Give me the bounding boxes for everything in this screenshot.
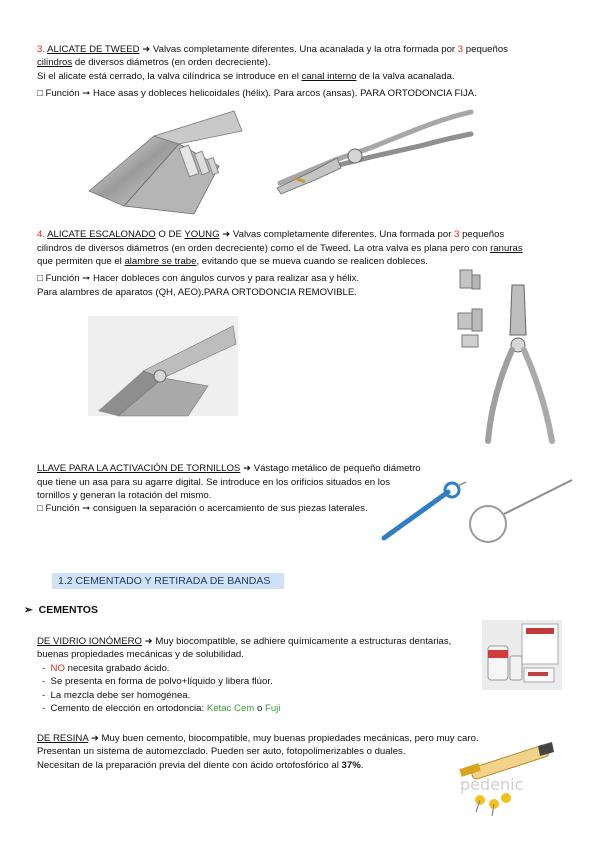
- vidrio-line2: buenas propiedades mecánicas y de solubilidad.: [37, 649, 244, 660]
- s4-line1: 4. ALICATE ESCALONADO O DE YOUNG ➜ Valvas completamente diferentes. Una formada por 3 pequeños: [37, 229, 505, 240]
- llave-line2: que tiene un asa para su agarre digital. Se introduce en los orificios situados en los: [37, 477, 391, 488]
- vidrio-title: DE VIDRIO IONÓMERO: [37, 636, 143, 647]
- s3-title: ALICATE DE TWEED: [47, 44, 140, 55]
- list-item: - Cemento de elección en ortodoncia: Ketac Cem o Fuji: [42, 703, 281, 714]
- s4-number: 4.: [37, 229, 46, 240]
- s3-line2: cilindros de diversos diámetros (en orden decreciente).: [37, 57, 271, 68]
- young-plier-closeup-image: [88, 316, 238, 416]
- list-item: - NO necesita grabado ácido.: [42, 663, 170, 674]
- llave-line3: tornillos y generan la rotación del mismo.: [37, 490, 212, 501]
- llave-title: LLAVE PARA LA ACTIVACIÓN DE TORNILLOS: [37, 463, 241, 474]
- arrow-bullet-icon: ➢: [24, 604, 33, 616]
- resin-syringe-image: [440, 742, 570, 817]
- s4-line2: cilindros de diversos diámetros (en orden decreciente) como el de Tweed. La otra valva es plana pero con ranuras: [37, 243, 523, 254]
- tweed-plier-full-image: [275, 108, 475, 198]
- s4-title: ALICATE ESCALONADO: [47, 229, 156, 240]
- s3-number: 3.: [37, 44, 46, 55]
- list-item: - La mezcla debe ser homogénea.: [42, 690, 191, 701]
- section-title: 1.2 CEMENTADO Y RETIRADA DE BANDAS: [58, 575, 271, 587]
- llave-function: □ Función ➞ consiguen la separación o acercamiento de sus piezas laterales.: [37, 503, 368, 514]
- llave-line1: LLAVE PARA LA ACTIVACIÓN DE TORNILLOS ➜ Vástago metálico de pequeño diámetro: [37, 463, 421, 474]
- young-plier-full-image: [452, 265, 562, 447]
- cementos-heading: ➢ CEMENTOS: [24, 604, 98, 616]
- watermark-text: pedenic: [460, 775, 524, 794]
- s4-use: Para alambres de aparatos (QH, AEO).PARA ORTODONCIA REMOVIBLE.: [37, 287, 357, 298]
- resina-title: DE RESINA: [37, 733, 89, 744]
- resina-line1: DE RESINA ➜ Muy buen cemento, biocompatible, muy buenas propiedades mecánicas, pero muy caro.: [37, 733, 479, 744]
- vidrio-line1: DE VIDRIO IONÓMERO ➜ Muy biocompatible, se adhiere químicamente a estructuras dentarias,: [37, 636, 452, 647]
- tweed-plier-closeup-image: [84, 106, 244, 216]
- wire-key-image: [466, 476, 576, 551]
- s4-function: □ Función ➞ Hacer dobleces con ángulos curvos y para realizar asa y hélix.: [37, 273, 360, 284]
- s3-line3: Si el alicate está cerrado, la valva cilíndrica se introduce en el canal interno de la valva acanalada.: [37, 71, 455, 82]
- blue-key-image: [378, 478, 468, 546]
- list-item: - Se presenta en forma de polvo+líquido y libera flúor.: [42, 676, 273, 687]
- resina-line3: Necesitan de la preparación previa del diente con ácido ortofosfórico al 37%.: [37, 760, 364, 771]
- s4-line3: que permiten que el alambre se trabe, evitando que se mueva cuando se realicen dobleces.: [37, 256, 428, 267]
- section-header-band: [52, 573, 284, 589]
- glass-ionomer-kit-image: [482, 620, 562, 690]
- s3-function: □ Función ➞ Hace asas y dobleces helicoidales (hélix). Para arcos (ansas). PARA ORTODONCIA FIJA.: [37, 88, 477, 99]
- resina-line2: Presentan un sistema de automezclado. Pueden ser auto, fotopolimerizables o duales.: [37, 746, 406, 757]
- s3-line1: 3. ALICATE DE TWEED ➜ Valvas completamente diferentes. Una acanalada y la otra formada por 3 pequeños: [37, 44, 508, 55]
